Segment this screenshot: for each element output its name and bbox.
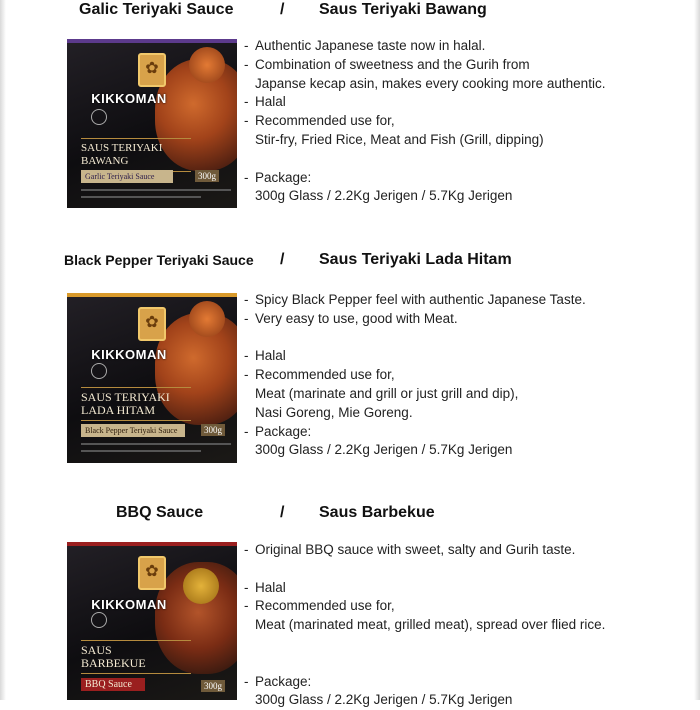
description-line: - Authentic Japanese taste now in halal. <box>244 38 486 53</box>
description-line: - Halal <box>244 94 286 110</box>
description-gap <box>244 654 605 673</box>
description-gap <box>244 150 605 169</box>
package-fine-print <box>81 189 231 191</box>
package-label-line: BARBEKUE <box>81 656 146 670</box>
description-line: Nasi Goreng, Mie Goreng. <box>255 404 413 420</box>
product-description <box>244 541 605 710</box>
food-image <box>183 568 219 604</box>
description-line: 300g Glass / 2.2Kg Jerigen / 5.7Kg Jerigen <box>255 442 513 458</box>
package-accent-bar <box>67 542 237 546</box>
description-line: - Recommended use for, <box>244 113 395 129</box>
description-line: - Combination of sweetness and the Gurih from <box>244 56 530 72</box>
package-brand: KIKKOMAN <box>91 91 167 106</box>
package-brand: KIKKOMAN <box>91 597 167 612</box>
package-brand: KIKKOMAN <box>91 347 167 362</box>
package-label-line: LADA HITAM <box>81 403 156 417</box>
product-package-image <box>67 293 237 463</box>
description-line: - Package: <box>244 169 312 185</box>
product-package-image <box>67 39 237 208</box>
page-edge-right <box>694 0 700 700</box>
description-line: 300g Glass / 2.2Kg Jerigen / 5.7Kg Jerigen <box>255 692 513 708</box>
product-description <box>244 37 605 206</box>
description-line: Meat (marinated meat, grilled meat), spread over flied rice. <box>255 617 606 633</box>
package-weight: 300g <box>201 680 225 692</box>
package-accent-bar <box>67 293 237 297</box>
kikkoman-emblem-icon: ✿ <box>138 307 166 341</box>
package-label-line: SAUS <box>81 643 112 657</box>
description-gap <box>244 635 605 654</box>
description-line: Stir-fry, Fried Rice, Meat and Fish (Grill, dipping) <box>255 131 544 147</box>
description-line: - Recommended use for, <box>244 367 395 383</box>
product-title-en: BBQ Sauce <box>116 504 204 521</box>
product-title-id: Saus Barbekue <box>319 504 435 521</box>
package-weight: 300g <box>195 170 219 182</box>
kikkoman-emblem-icon: ✿ <box>138 556 166 590</box>
product-title-en: Galic Teriyaki Sauce <box>79 1 234 18</box>
product-description <box>244 291 586 460</box>
package-accent-bar <box>67 39 237 43</box>
description-line: - Halal <box>244 348 286 364</box>
halal-seal-icon <box>91 612 107 628</box>
title-separator: / <box>280 1 285 18</box>
food-image <box>189 47 225 83</box>
description-line: - Halal <box>244 579 286 595</box>
description-gap <box>244 329 586 348</box>
description-line: Meat (marinate and grill or just grill and dip), <box>255 385 519 401</box>
package-label <box>81 138 191 172</box>
package-label <box>81 387 191 421</box>
package-fine-print <box>81 196 201 198</box>
description-line: - Spicy Black Pepper feel with authentic Japanese Taste. <box>244 292 586 307</box>
package-ribbon: BBQ Sauce <box>81 678 145 691</box>
package-weight: 300g <box>201 424 225 436</box>
kikkoman-emblem-icon: ✿ <box>138 53 166 87</box>
description-line: Japanse kecap asin, makes every cooking more authentic. <box>255 75 606 91</box>
halal-seal-icon <box>91 363 107 379</box>
description-line: - Original BBQ sauce with sweet, salty and Gurih taste. <box>244 542 576 557</box>
title-separator: / <box>280 504 285 521</box>
halal-seal-icon <box>91 109 107 125</box>
product-title-en: Black Pepper Teriyaki Sauce <box>64 252 254 268</box>
package-label-line: SAUS TERIYAKI <box>81 390 170 404</box>
title-separator: / <box>280 251 285 268</box>
description-line: - Recommended use for, <box>244 598 395 614</box>
package-fine-print <box>81 443 231 445</box>
package-label <box>81 640 191 674</box>
package-ribbon: Black Pepper Teriyaki Sauce <box>81 424 185 437</box>
package-ribbon: Garlic Teriyaki Sauce <box>81 170 173 183</box>
page-edge-left <box>0 0 6 700</box>
package-label-line: SAUS TERIYAKI <box>81 142 163 154</box>
description-gap <box>244 560 605 579</box>
package-label-line: BAWANG <box>81 155 129 167</box>
description-line: - Package: <box>244 673 312 689</box>
description-line: - Package: <box>244 423 312 439</box>
product-title-id: Saus Teriyaki Lada Hitam <box>319 251 512 268</box>
product-title-id: Saus Teriyaki Bawang <box>319 1 487 18</box>
description-line: - Very easy to use, good with Meat. <box>244 310 458 326</box>
food-image <box>189 301 225 337</box>
package-fine-print <box>81 450 201 452</box>
product-package-image <box>67 542 237 700</box>
description-line: 300g Glass / 2.2Kg Jerigen / 5.7Kg Jerigen <box>255 188 513 204</box>
